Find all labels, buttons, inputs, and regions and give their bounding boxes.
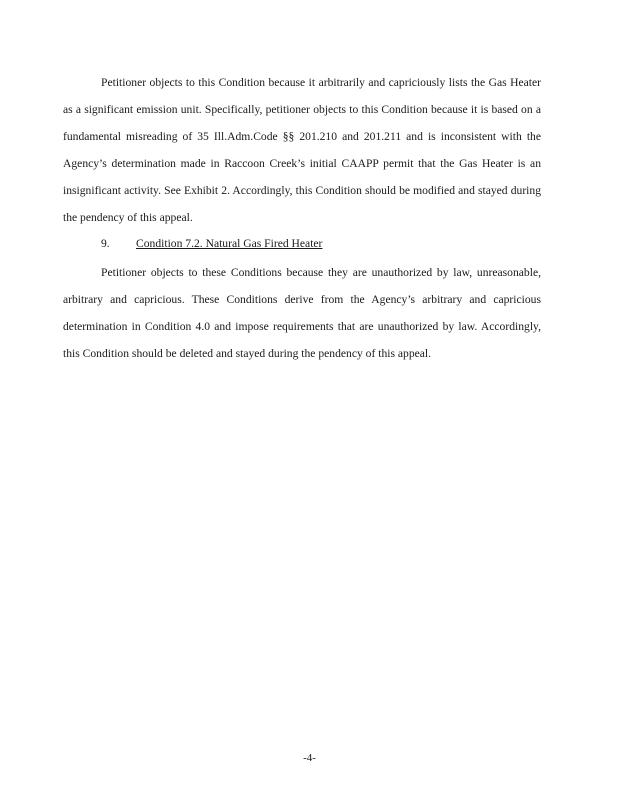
page-number: -4- <box>303 752 316 764</box>
paragraph-conditions-objection: Petitioner objects to these Conditions because they are unauthorized by law, unreasonable, arbitrary and capricious. These Conditions derive from the Agency’s arbitrary and capricious determination in Condition 4.0 and impose requirements that are unauthorized by law. Accordingly, this Condition should be deleted and stayed during the pendency of this appeal. <box>63 266 541 360</box>
section-number: 9. <box>101 237 110 250</box>
section-title: Condition 7.2. Natural Gas Fired Heater <box>136 237 323 250</box>
paragraph-gas-heater-objection: Petitioner objects to this Condition because it arbitrarily and capriciously lists the Gas Heater as a significant emission unit. Specifically, petitioner objects to this Condition because it is based on a fundamental misreading of 35 Ill.Adm.Code §§ 201.210 and 201.211 and is inconsistent with the Agency’s determination made in Raccoon Creek’s initial CAAPP permit that the Gas Heater is an insignificant activity. See Exhibit 2. Accordingly, this Condition should be modified and stayed during the pendency of this appeal. <box>63 76 541 224</box>
document-body <box>63 69 541 367</box>
section-heading <box>63 233 541 255</box>
